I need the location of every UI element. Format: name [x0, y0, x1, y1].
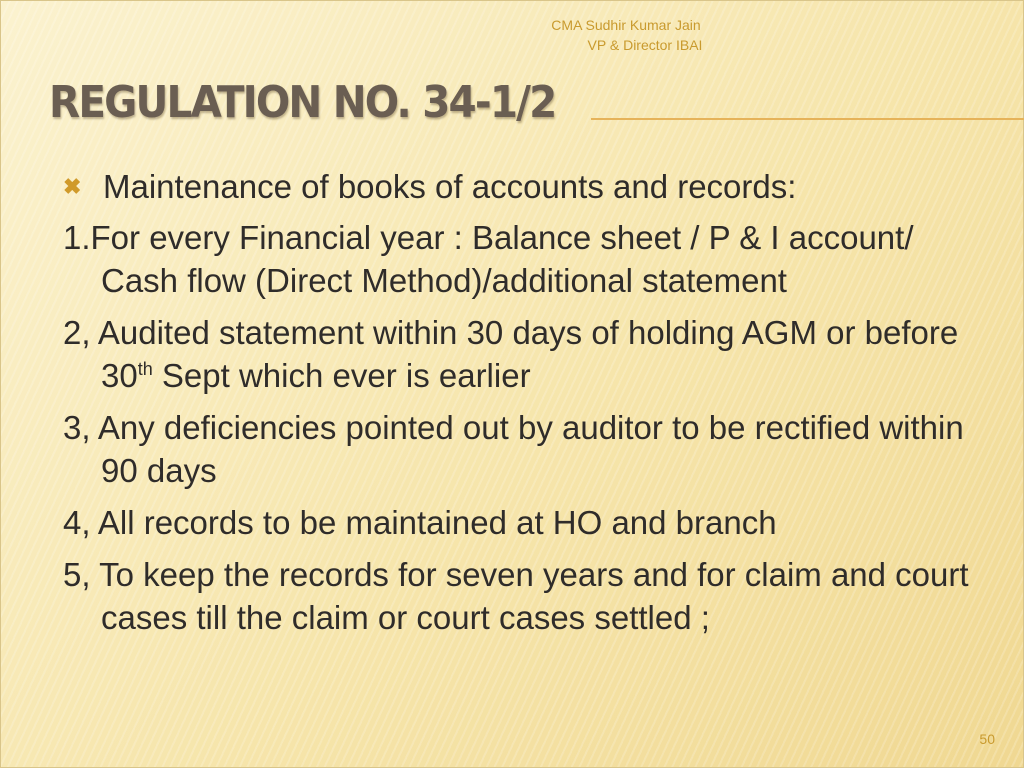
author-block [501, 15, 751, 55]
author-title: VP & Director IBAI [587, 37, 703, 53]
list-item-5: 5, To keep the records for seven years and for claim and court cases till the claim or court cases settled ; [63, 556, 969, 636]
title-divider [591, 118, 1024, 120]
page-number: 50 [979, 731, 995, 747]
lead-text: Maintenance of books of accounts and records: [103, 168, 797, 205]
list-item-2-text-end: Sept which ever is earlier [152, 357, 531, 394]
list-item-2-text: 2, Audited statement within 30 days of holding AGM or before 30 [63, 314, 959, 394]
slide-body [63, 165, 973, 648]
list-item-4: 4, All records to be maintained at HO and branch [63, 504, 777, 541]
lead-bullet [63, 165, 973, 208]
ordinal-suffix: th [137, 359, 153, 379]
author-name: CMA Sudhir Kumar Jain [551, 17, 701, 33]
slide-title: REGULATION NO. 34-1/2 [49, 77, 556, 128]
x-bullet-icon: ✖ [63, 174, 82, 199]
list-item-1: 1.For every Financial year : Balance sheet / P & I account/ Cash flow (Direct Method)/additional statement [63, 219, 914, 299]
list-item-3: 3, Any deficiencies pointed out by auditor to be rectified within 90 days [63, 409, 964, 489]
list-item-2 [63, 311, 973, 397]
